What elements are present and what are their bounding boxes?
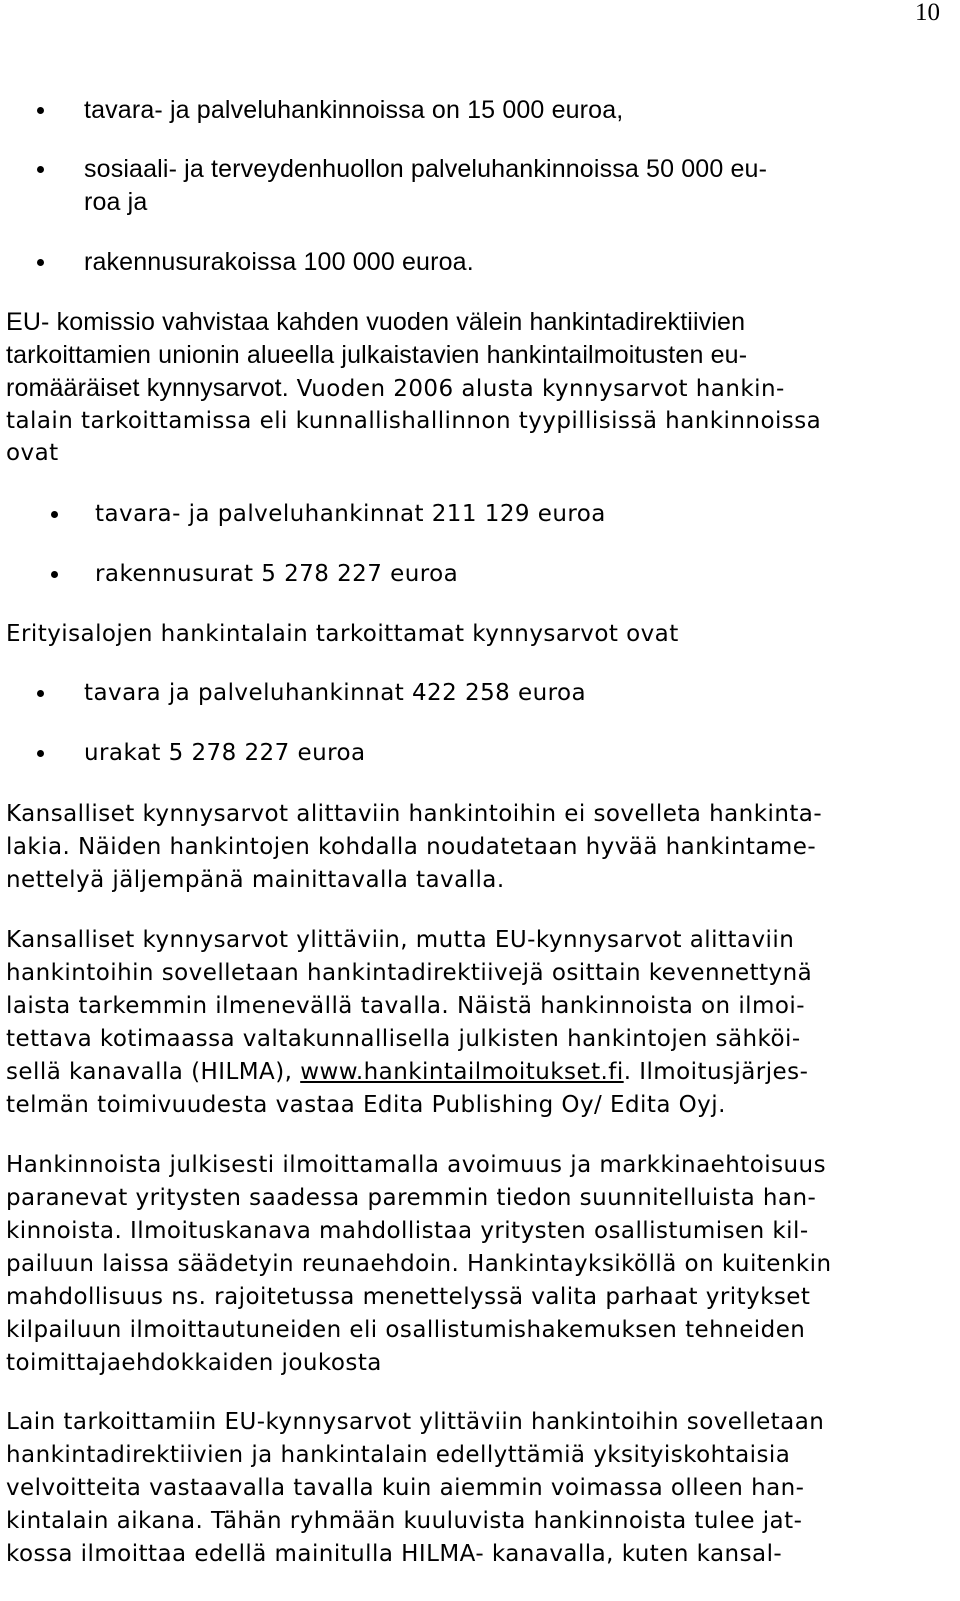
hilma-link[interactable]: www.hankintailmoitukset.fi	[300, 1059, 624, 1085]
bullet-icon	[37, 107, 44, 114]
bullet-icon	[37, 166, 44, 173]
heading-text: Erityisalojen hankintalain tarkoittamat kynnysarvot ovat	[6, 621, 679, 647]
page-number: 10	[915, 0, 940, 26]
bullet-icon	[51, 511, 58, 518]
bullet-icon	[51, 571, 58, 578]
bullet-icon	[37, 259, 44, 266]
bullet-icon	[37, 750, 44, 757]
bullet-icon	[37, 690, 44, 697]
